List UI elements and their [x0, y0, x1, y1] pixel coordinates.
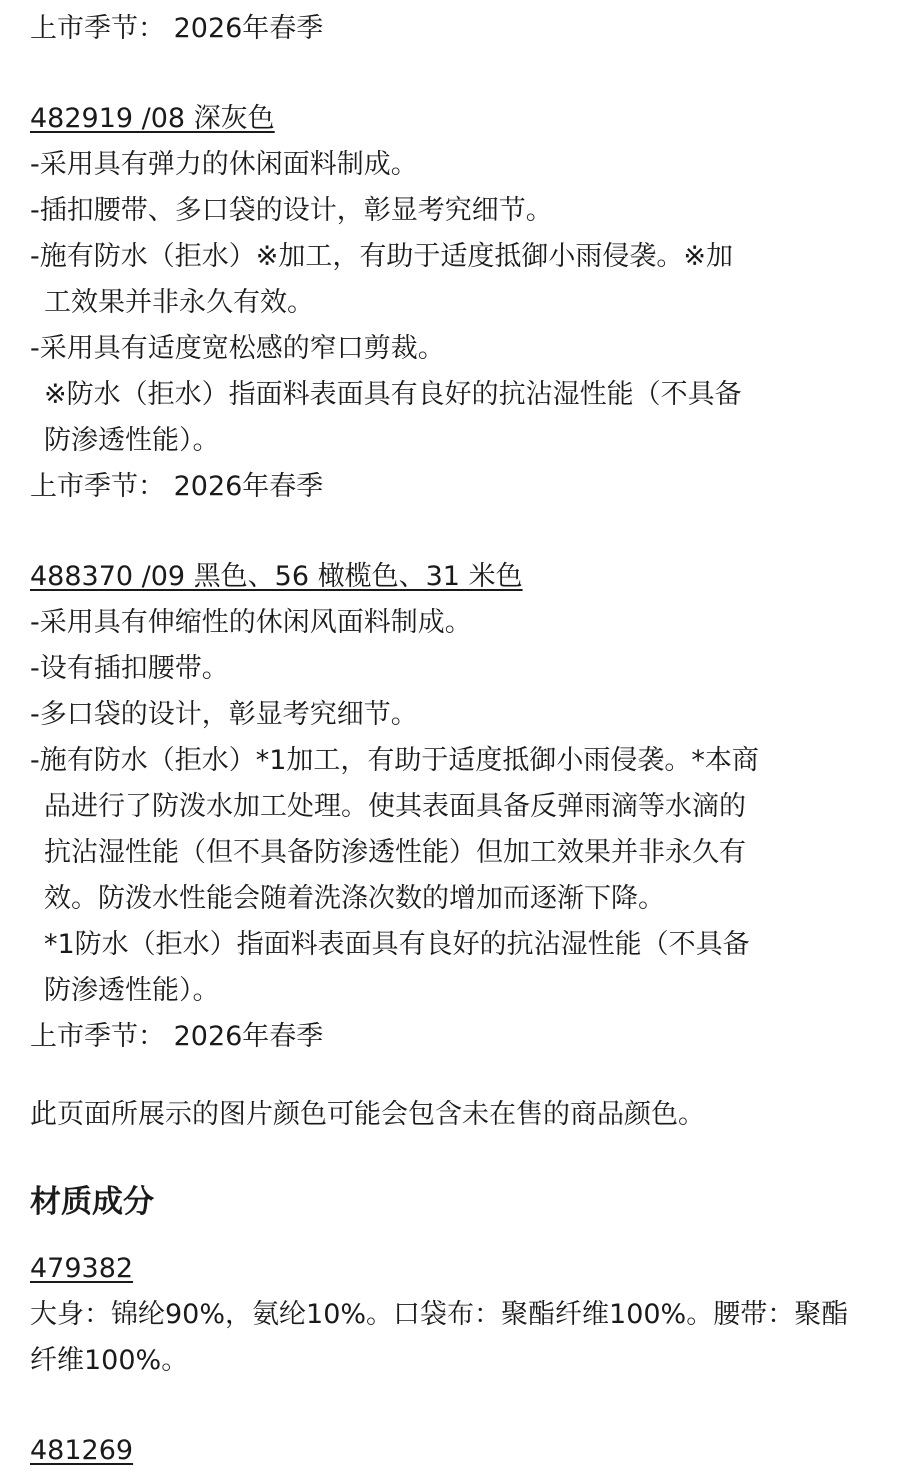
material-code-link[interactable]: 479382: [30, 1253, 134, 1284]
feature-line: -采用具有伸缩性的休闲风面料制成。: [30, 607, 472, 638]
feature-line: -设有插扣腰带。: [30, 653, 229, 684]
feature-line: 工效果并非永久有效。: [44, 287, 314, 318]
product-code-link[interactable]: 488370 /09 黑色、56 橄榄色、31 米色: [30, 561, 523, 592]
feature-line: 抗沾湿性能（但不具备防渗透性能）但加工效果并非永久有: [44, 837, 746, 868]
feature-line: -采用具有适度宽松感的窄口剪裁。: [30, 333, 445, 364]
spacer: [30, 1138, 872, 1170]
product-section: [30, 554, 872, 600]
feature-line: -施有防水（拒水）*1加工，有助于适度抵御小雨侵袭。*本商: [30, 745, 759, 776]
product-section: [30, 96, 872, 142]
material-code-link[interactable]: 481269: [30, 1435, 134, 1466]
feature-line: 品进行了防泼水加工处理。使其表面具备反弹雨滴等水滴的: [44, 791, 746, 822]
footnote-line: 防渗透性能）。: [44, 975, 220, 1006]
product-description-page: [30, 0, 872, 1474]
footnote-line: ※防水（拒水）指面料表面具有良好的抗沾湿性能（不具备: [44, 379, 742, 410]
spacer: [30, 52, 872, 96]
feature-line: 效。防泼水性能会随着洗涤次数的增加而逐渐下降。: [44, 883, 665, 914]
footnote-line: *1防水（拒水）指面料表面具有良好的抗沾湿性能（不具备: [44, 929, 750, 960]
spacer: [30, 1060, 872, 1092]
material-composition: 大身：锦纶90%，氨纶10%。口袋布：聚酯纤维100%。腰带：聚酯纤维100%。: [30, 1299, 849, 1376]
feature-line: -多口袋的设计，彰显考究细节。: [30, 699, 418, 730]
season-text: 上市季节： 2026年春季: [30, 471, 324, 502]
feature-line: -采用具有弹力的休闲面料制成。: [30, 149, 418, 180]
spacer: [30, 1228, 872, 1246]
product-code-link[interactable]: 482919 /08 深灰色: [30, 103, 275, 134]
feature-line: -插扣腰带、多口袋的设计，彰显考究细节。: [30, 195, 553, 226]
material-heading: 材质成分: [30, 1184, 154, 1220]
season-text: 上市季节： 2026年春季: [30, 13, 324, 44]
spacer: [30, 510, 872, 554]
footnote-line: 防渗透性能）。: [44, 425, 220, 456]
feature-line: -施有防水（拒水）※加工，有助于适度抵御小雨侵袭。※加: [30, 241, 733, 272]
material-item: [30, 1428, 872, 1474]
season-text: 上市季节： 2026年春季: [30, 1021, 324, 1052]
color-notice: 此页面所展示的图片颜色可能会包含未在售的商品颜色。: [30, 1099, 705, 1130]
material-item: [30, 1246, 872, 1292]
spacer: [30, 1384, 872, 1428]
